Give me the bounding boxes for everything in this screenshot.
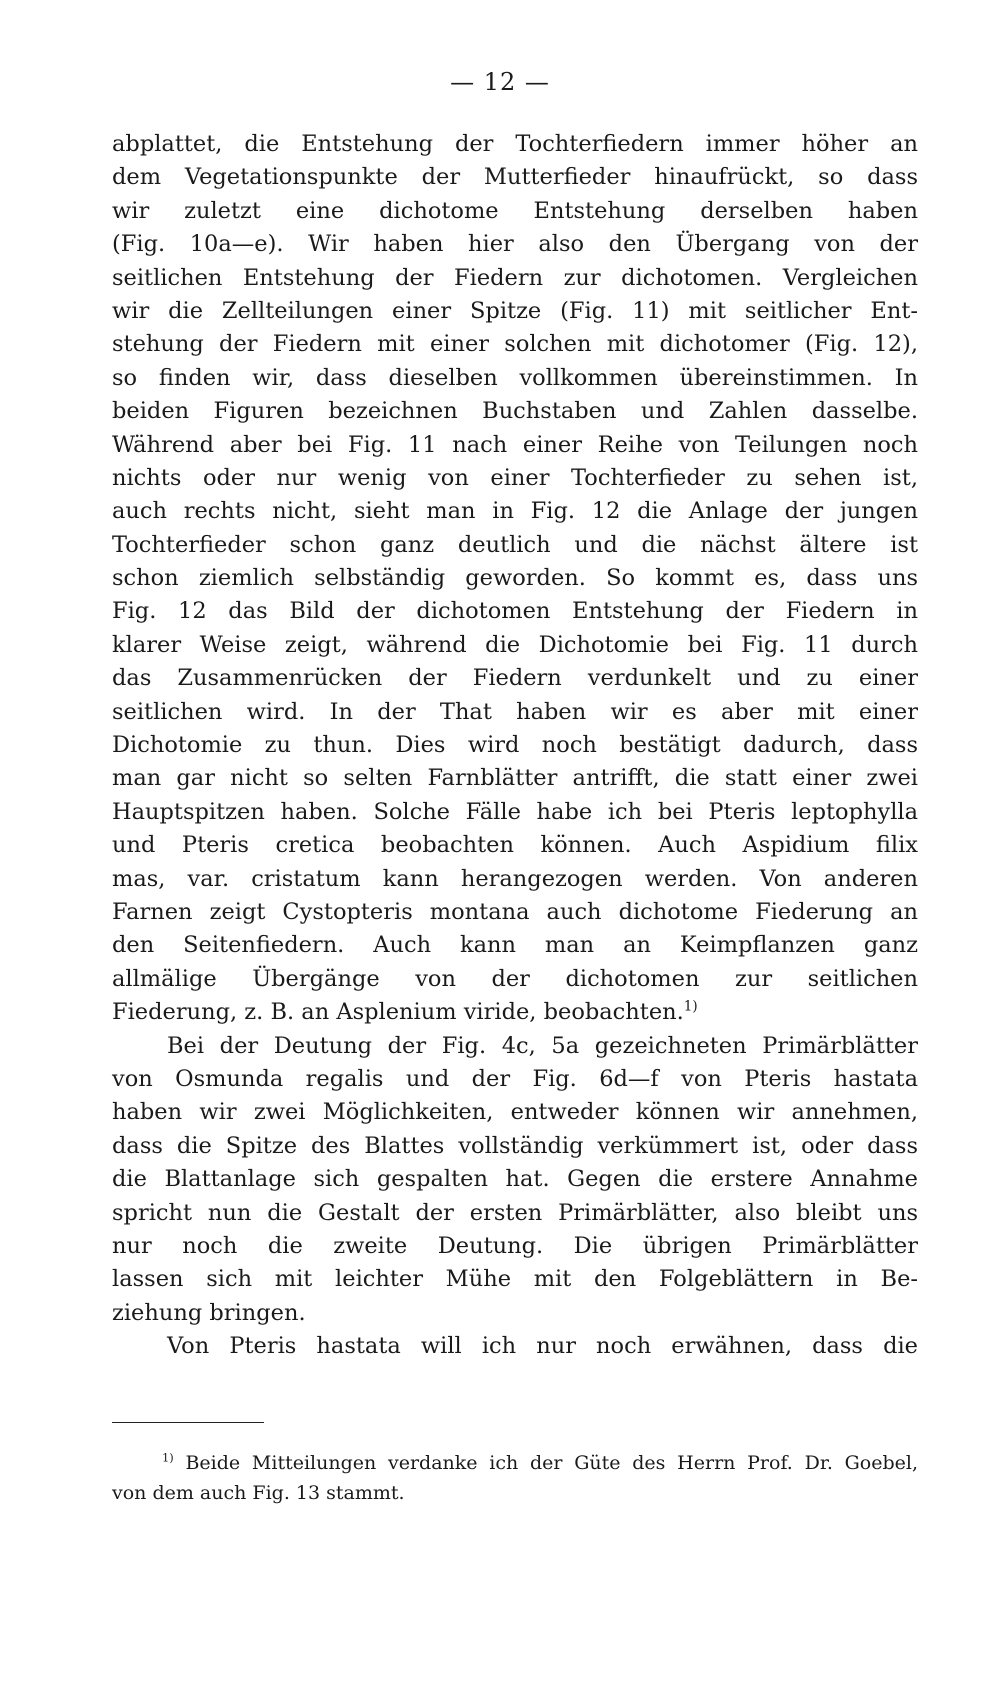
text-line: Von Pteris hastata will ich nur noch erwähnen, dass die <box>167 1333 918 1360</box>
text-line: ziehung bringen. <box>112 1299 306 1326</box>
text-line: beiden Figuren bezeichnen Buchstaben und Zahlen dasselbe. <box>112 398 918 425</box>
text-line: stehung der Fiedern mit einer solchen mit dichotomer (Fig. 12), <box>112 331 918 358</box>
text-line: seitlichen Entstehung der Fiedern zur dichotomen. Vergleichen <box>112 264 918 291</box>
text-line: Während aber bei Fig. 11 nach einer Reihe von Teilungen noch <box>112 431 918 458</box>
text-line: Tochterfieder schon ganz deutlich und die nächst ältere ist <box>112 531 918 558</box>
footnote <box>112 1448 918 1508</box>
text-line: dass die Spitze des Blattes vollständig verkümmert ist, oder dass <box>112 1132 918 1159</box>
footnote-line: von dem auch Fig. 13 stammt. <box>112 1482 405 1504</box>
text-line: haben wir zwei Möglichkeiten, entweder können wir annehmen, <box>112 1099 918 1126</box>
footnote-text: Beide Mitteilungen verdanke ich der Güte des Herrn Prof. Dr. Goebel, <box>185 1452 918 1474</box>
text-line: wir die Zellteilungen einer Spitze (Fig. 11) mit seitlicher Ent- <box>112 297 918 324</box>
text-line: von Osmunda regalis und der Fig. 6d—f von Pteris hastata <box>112 1065 918 1092</box>
text-line: nichts oder nur wenig von einer Tochterfieder zu sehen ist, <box>112 464 918 491</box>
text-line <box>112 996 918 1029</box>
text-line: klarer Weise zeigt, während die Dichotomie bei Fig. 11 durch <box>112 631 918 658</box>
text-line: seitlichen wird. In der That haben wir es aber mit einer <box>112 698 918 725</box>
text-line: schon ziemlich selbständig geworden. So kommt es, dass uns <box>112 565 918 592</box>
text-line: man gar nicht so selten Farnblätter antrifft, die statt einer zwei <box>112 765 918 792</box>
text-line: nur noch die zweite Deutung. Die übrigen Primärblätter <box>112 1232 918 1259</box>
footnote-divider <box>112 1422 264 1423</box>
text-line: wir zuletzt eine dichotome Entstehung derselben haben <box>112 197 918 224</box>
text-line: Farnen zeigt Cystopteris montana auch dichotome Fiederung an <box>112 898 918 925</box>
text-line: auch rechts nicht, sieht man in Fig. 12 die Anlage der jungen <box>112 498 918 525</box>
footnote-line <box>112 1448 918 1478</box>
text-line: lassen sich mit leichter Mühe mit den Folgeblättern in Be- <box>112 1266 918 1293</box>
text-line: dem Vegetationspunkte der Mutterfieder hinaufrückt, so dass <box>112 164 918 191</box>
text-line: das Zusammenrücken der Fiedern verdunkelt und zu einer <box>112 665 918 692</box>
text-line: die Blattanlage sich gespalten hat. Gegen die erstere Annahme <box>112 1166 918 1193</box>
text-line: spricht nun die Gestalt der ersten Primärblätter, also bleibt uns <box>112 1199 918 1226</box>
footnote-marker: 1) <box>162 1450 174 1465</box>
text-line: den Seitenfiedern. Auch kann man an Keimpflanzen ganz <box>112 932 918 959</box>
text-line: und Pteris cretica beobachten können. Auch Aspidium filix <box>112 832 918 859</box>
text-line: Bei der Deutung der Fig. 4c, 5a gezeichneten Primärblätter <box>167 1032 918 1059</box>
text-line: abplattet, die Entstehung der Tochterfiedern immer höher an <box>112 131 918 157</box>
text-line: Fig. 12 das Bild der dichotomen Entstehung der Fiedern in <box>112 598 918 625</box>
text-line: Dichotomie zu thun. Dies wird noch bestätigt dadurch, dass <box>112 732 918 759</box>
main-text <box>112 128 918 1363</box>
text-line: allmälige Übergänge von der dichotomen zur seitlichen <box>112 965 918 992</box>
text-line-content: Fiederung, z. B. an Asplenium viride, beobachten. <box>112 999 684 1026</box>
footnote-reference: 1) <box>683 998 698 1015</box>
text-line: so finden wir, dass dieselben vollkommen übereinstimmen. In <box>112 364 918 391</box>
text-line: (Fig. 10a—e). Wir haben hier also den Übergang von der <box>112 231 918 258</box>
text-line: mas, var. cristatum kann herangezogen werden. Von anderen <box>112 865 918 892</box>
page-number: — 12 — <box>450 68 550 96</box>
text-line: Hauptspitzen haben. Solche Fälle habe ich bei Pteris leptophylla <box>112 798 918 825</box>
